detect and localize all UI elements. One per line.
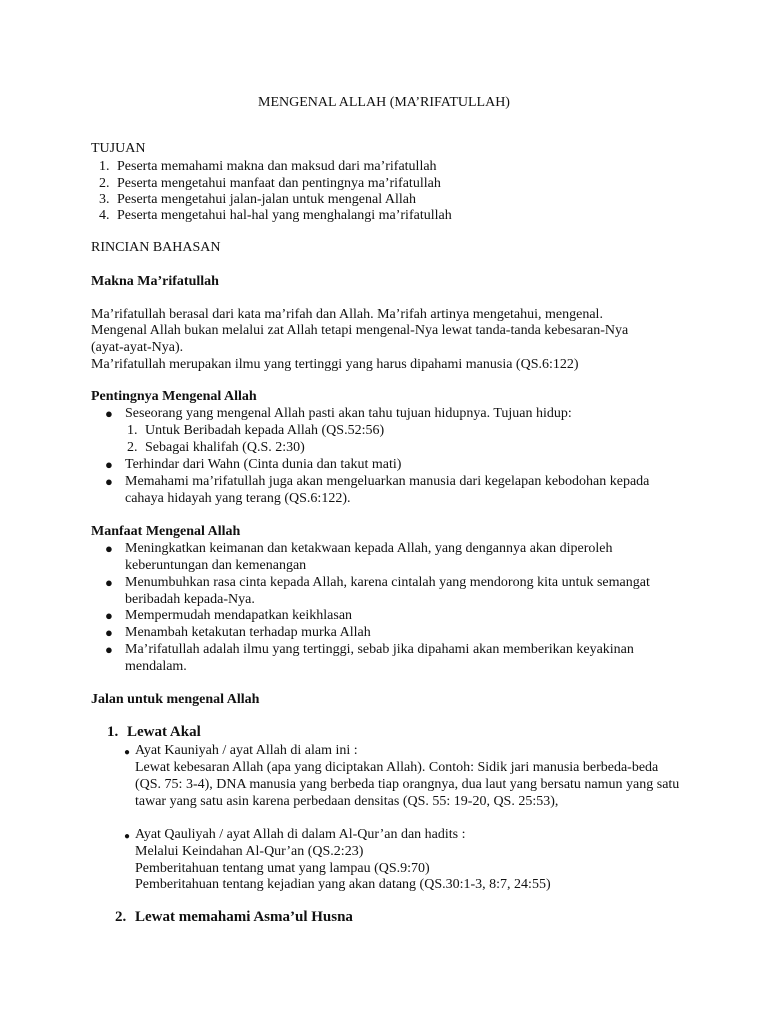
penting-bullet-1: Seseorang yang mengenal Allah pasti akan tahu tujuan hidupnya. Tujuan hidup:	[125, 406, 572, 421]
penting-bullet-3-line-1: Memahami ma’rifatullah juga akan mengeluarkan manusia dari kegelapan kebodohan kepada	[125, 474, 650, 489]
tujuan-num-4: 4.	[99, 208, 110, 223]
bullet-icon: ●	[105, 642, 113, 657]
penting-sub-num-2: 2.	[127, 440, 138, 455]
kauniyah-line-2: (QS. 75: 3-4), DNA manusia yang berbeda tiap orangnya, dua laut yang bersatu namun yang satu	[135, 777, 680, 792]
jalan-section-2-title: Lewat memahami Asma’ul Husna	[135, 909, 353, 925]
jalan-section-2-num: 2.	[115, 909, 127, 925]
tujuan-num-3: 3.	[99, 192, 110, 207]
tujuan-heading: TUJUAN	[91, 141, 146, 156]
bullet-icon: ●	[105, 541, 113, 556]
penting-bullet-2: Terhindar dari Wahn (Cinta dunia dan takut mati)	[125, 457, 402, 472]
makna-line-1: Ma’rifatullah berasal dari kata ma’rifah dan Allah. Ma’rifah artinya mengetahui, mengenal.	[91, 307, 603, 322]
qauliyah-line-1: Melalui Keindahan Al-Qur’an (QS.2:23)	[135, 844, 364, 859]
jalan-section-1-num: 1.	[107, 724, 119, 740]
penting-sub-num-1: 1.	[127, 423, 138, 438]
makna-line-3: (ayat-ayat-Nya).	[91, 340, 184, 355]
bullet-icon: ●	[124, 747, 131, 758]
jalan-heading: Jalan untuk mengenal Allah	[91, 692, 260, 707]
penting-heading: Pentingnya Mengenal Allah	[91, 389, 257, 404]
tujuan-num-2: 2.	[99, 176, 110, 191]
bullet-icon: ●	[105, 625, 113, 640]
penting-sub-2: Sebagai khalifah (Q.S. 2:30)	[145, 440, 305, 455]
makna-line-4: Ma’rifatullah merupakan ilmu yang tertinggi yang harus dipahami manusia (QS.6:122)	[91, 357, 579, 372]
manfaat-bullet-5-line-1: Ma’rifatullah adalah ilmu yang tertinggi, sebab jika dipahami akan memberikan keyakinan	[125, 642, 634, 657]
manfaat-bullet-2-line-2: beribadah kepada-Nya.	[125, 592, 255, 607]
tujuan-num-1: 1.	[99, 159, 110, 174]
kauniyah-label: Ayat Kauniyah / ayat Allah di alam ini :	[135, 743, 358, 758]
makna-line-2: Mengenal Allah bukan melalui zat Allah tetapi mengenal-Nya lewat tanda-tanda kebesaran-Nya	[91, 323, 629, 338]
rincian-heading: RINCIAN BAHASAN	[91, 240, 221, 255]
makna-heading: Makna Ma’rifatullah	[91, 274, 219, 289]
kauniyah-line-3: tawar yang satu asin karena perbedaan densitas (QS. 55: 19-20, QS. 25:53),	[135, 794, 559, 809]
manfaat-heading: Manfaat Mengenal Allah	[91, 524, 241, 539]
bullet-icon: ●	[105, 457, 113, 472]
kauniyah-line-1: Lewat kebesaran Allah (apa yang diciptakan Allah). Contoh: Sidik jari manusia berbeda-beda	[135, 760, 659, 775]
tujuan-item-2: Peserta mengetahui manfaat dan pentingnya ma’rifatullah	[117, 176, 441, 191]
qauliyah-label: Ayat Qauliyah / ayat Allah di dalam Al-Qur’an dan hadits :	[135, 827, 466, 842]
manfaat-bullet-4: Menambah ketakutan terhadap murka Allah	[125, 625, 371, 640]
qauliyah-line-2: Pemberitahuan tentang umat yang lampau (QS.9:70)	[135, 861, 430, 876]
tujuan-item-1: Peserta memahami makna dan maksud dari ma’rifatullah	[117, 159, 437, 174]
bullet-icon: ●	[105, 575, 113, 590]
bullet-icon: ●	[105, 608, 113, 623]
manfaat-bullet-5-line-2: mendalam.	[125, 659, 187, 674]
bullet-icon: ●	[124, 831, 131, 842]
manfaat-bullet-3: Mempermudah mendapatkan keikhlasan	[125, 608, 353, 623]
manfaat-bullet-2-line-1: Menumbuhkan rasa cinta kepada Allah, karena cintalah yang mendorong kita untuk semangat	[125, 575, 650, 590]
tujuan-item-4: Peserta mengetahui hal-hal yang menghalangi ma’rifatullah	[117, 208, 452, 223]
page-title: MENGENAL ALLAH (MA’RIFATULLAH)	[258, 95, 510, 110]
tujuan-item-3: Peserta mengetahui jalan-jalan untuk mengenal Allah	[117, 192, 416, 207]
manfaat-bullet-1-line-1: Meningkatkan keimanan dan ketakwaan kepada Allah, yang dengannya akan diperoleh	[125, 541, 613, 556]
manfaat-bullet-1-line-2: keberuntungan dan kemenangan	[125, 558, 307, 573]
bullet-icon: ●	[105, 474, 113, 489]
qauliyah-line-3: Pemberitahuan tentang kejadian yang akan datang (QS.30:1-3, 8:7, 24:55)	[135, 877, 551, 892]
penting-bullet-3-line-2: cahaya hidayah yang terang (QS.6:122).	[125, 491, 351, 506]
bullet-icon: ●	[105, 406, 113, 421]
jalan-section-1-title: Lewat Akal	[127, 724, 201, 740]
penting-sub-1: Untuk Beribadah kepada Allah (QS.52:56)	[145, 423, 385, 438]
